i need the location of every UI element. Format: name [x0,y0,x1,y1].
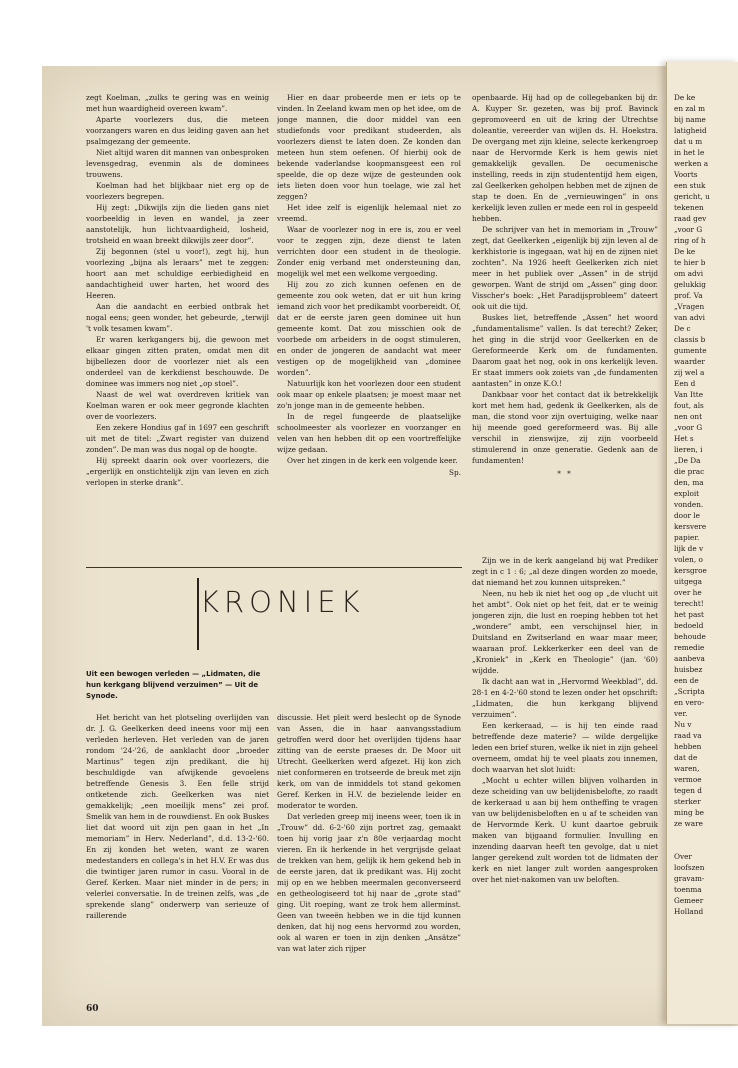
next-page-fragment: over he [674,588,702,597]
section-divider-line [86,567,462,568]
next-page-fragment: en zal m [674,104,706,113]
paragraph: zegt Koelman, „zulks te gering was en weinig met hun waardigheid overeen kwam”. [86,93,269,113]
paragraph: Een kerkeraad, — is hij ten einde raad betreffende deze materie? — wilde dergelijke leden een brief sturen, welke ik niet in zijn geheel overneem, omdat hij te veel plaats zou innemen, doch waarvan het slot luidt: [472,721,658,774]
paragraph: Er waren kerkgangers bij, die gewoon met elkaar gingen zitten praten, omdat men dit bijbellezen door de voorlezer niet als een onderdeel van de kerkdienst beschouwde. De dominee was immers nog niet „op stoel”. [86,335,269,388]
next-page-fragment: sterker [674,797,701,806]
next-page-fragment: lieren, i [674,445,703,454]
next-page-fragment: Het s [674,434,694,443]
article-column-3 [472,92,658,532]
next-page-fragment: ring of h [674,236,706,245]
next-page-fragment: door le [674,511,700,520]
next-page-fragment: kersvere [674,522,707,531]
next-page-fragment: een stuk [674,181,706,190]
paragraph: Zij begonnen (stel u voor!), zegt hij, hun voorlezing „bijna als leraars” met te zeggen: hoort aan met schuldige eerbiedigheid en aandachtigheid uwer harten, het woord des Heeren. [86,247,269,300]
next-page-fragment: vermoe [674,775,702,784]
next-page-fragment: raad gev [674,214,707,223]
next-page-fragment: ver. [674,709,688,718]
paragraph: Het bericht van het plotseling overlijden van dr. J. G. Geelkerken deed ineens voor mij een verleden herleven. Het verleden van de jaren rondom '24-'26, de aanklacht door „broeder Martinus” tegen zijn predikant, die hij beschuldigde van afwijkende gevoelens betreffende Genesis 3. Een felle strijd ontketende zich. Geelkerken was niet gemakkelijk; „een moeilijk mens” zei prof. Smelik van hem in de rouwdienst. En ook Buskes liet dat woord uit zijn pen gaan in het „In memoriam” in Herv. Nederland”, d.d. 13-2-'60. En zij konden het weten, want ze waren medestanders en collega's in het H.V. Er was dus die twintiger jaren rumor in casu. Vooral in de Geref. Kerken. Maar niet minder in de pers; in velerlei conversatie. In de treinen zelfs, was „de sprekende slang” onderwerp van serieuze of raillerende [86,713,269,920]
paragraph: Het idee zelf is eigenlijk helemaal niet zo vreemd. [277,203,461,223]
next-page-fragment: bedoeld [674,621,704,630]
kroniek-column-1 [86,712,269,972]
paragraph: De schrijver van het in memoriam in „Trouw” zegt, dat Geelkerken „eigenlijk bij zijn leven al de kerkhistorie is ingegaan, wat hij en de zijnen niet zochten”. Na 1926 heeft Geelkerken zich niet meer in het publiek over „Assen” in de strijd geworpen. Want de strijd om „Assen” ging door. Visscher's boek: „Het Paradijsprobleem” dateert ook uit die tijd. [472,225,658,311]
next-page-fragment: „voor G [674,225,703,234]
article-column-2 [277,92,461,556]
paragraph: Dankbaar voor het contact dat ik betrekkelijk kort met hem had, gedenk ik Geelkerken, als de man, die stond voor zijn overtuiging, welke naar hij meende goed gereformeerd was. Bij alle verschil in zienswijze, zij zijn voorbeeld stimulerend in onze generatie. Gedenk aan de fundamenten! [472,390,658,465]
paragraph: Buskes liet, betreffende „Assen” het woord „fundamentalisme” vallen. Is dat terecht? Zeker, het ging in die strijd voor Geelkerken en de Gereformeerde Kerk om de fundamenten. Daarom gaat het nog, ook in ons kerkelijk leven. Er staat immers ook zoiets van „de fundamenten aantasten” in onze K.O.! [472,313,658,388]
next-page-fragment: Voorts [674,170,698,179]
next-page-fragment: en vero- [674,698,705,707]
next-page-fragment: Van Itte [674,390,704,399]
next-page-fragment: Over [674,852,692,861]
article-column-1 [86,92,269,564]
next-page-fragment: vonden. [674,500,704,509]
next-page-fragment: Gemeer [674,896,704,905]
next-page-fragment: gravam- [674,874,705,883]
paragraph: Koelman had het blijkbaar niet erg op de voorlezers begrepen. [86,181,269,201]
next-page-fragment: het past [674,610,704,619]
next-page-fragment: een de [674,676,699,685]
next-page-fragment: „De Da [674,456,701,465]
paragraph: Natuurlijk kon het voorlezen door een student ook maar op enkele plaatsen; je moest maar net zo'n jonge man in de gemeente hebben. [277,379,461,410]
next-page-fragment: De c [674,324,691,333]
next-page-fragment: De ke [674,93,696,102]
next-page-fragment: den, ma [674,478,704,487]
next-page-fragment: „Vragen [674,302,705,311]
next-page-fragment: „voor G [674,423,703,432]
paragraph: Niet altijd waren dit mannen van onbesproken levensgedrag, evenmin als de dominees trouwens. [86,148,269,179]
paragraph: Hier en daar probeerde men er iets op te vinden. In Zeeland kwam men op het idee, om de jonge mannen, die door middel van een studiefonds voor predikant studeerden, als voorlezers dienst te laten doen. Ze konden dan meteen hun stem oefenen. Of hierbij ook de bekende vaderlandse koopmansgeest een rol speelde, die op deze wijze de gesteunden ook iets lieten doen voor hun toelage, wie zal het zeggen? [277,93,461,201]
page-number: 60 [86,1004,99,1014]
paragraph: Hij spreekt daarin ook over voorlezers, die „ergerlijk en onstichtelijk zijn van leven en zich verlopen in sterke drank”. [86,456,269,487]
next-page-fragment: dat de [674,753,698,762]
next-page-fragment: exploit [674,489,700,498]
next-page-fragment: dat u m [674,137,703,146]
kroniek-column-3 [472,555,658,975]
next-page-fragment: Holland [674,907,704,916]
next-page-fragment: hebben [674,742,702,751]
paragraph: Aan die aandacht en eerbied ontbrak het nogal eens; geen wonder, het gebeurde, „terwijl 't volk tesamen kwam”. [86,302,269,333]
author-signature: Sp. [449,468,461,477]
next-page-fragment: ze ware [674,819,703,828]
kroniek-subtitle: Uit een bewogen verleden — „Lidmaten, die hun kerkgang blijvend verzuimen” — Uit de Synode. [86,670,261,700]
next-page-fragment: ming be [674,808,704,817]
next-page-fragment: van advi [674,313,705,322]
next-page-fragment: aanbeva [674,654,705,663]
next-page-fragment: lijk de v [674,544,704,553]
next-page-fragment: papier. [674,533,700,542]
next-page-fragment: classis b [674,335,706,344]
paragraph: „Mocht u echter willen blijven volharden in deze scheiding van uw belijdenisbelofte, zo raadt de kerkeraad u aan bij hem ontheffing te vragen van uw belijdenisbeloften en u af te scheiden van de Hervormde Kerk. U kunt daartoe gebruik maken van bijgaand formulier. Invulling en inzending daarvan heeft ten gevolge, dat u niet langer gerekend zult worden tot de lidmaten der kerk en niet langer zult worden aangesproken over het niet-nakomen van uw beloften. [472,776,658,884]
next-page-fragment: waarder [674,357,705,366]
paragraph: Dat verleden greep mij ineens weer, toen ik in „Trouw” dd. 6-2-'60 zijn portret zag, gemaakt toen hij vorig jaar z'n 80e verjaardag mocht vieren. En ik herkende in het vergrijsde gelaat de trekken van hem, gelijk ik hem gekend heb in de eerste jaren, dat ik predikant was. Hij zocht mij op en we hebben meermalen geconverseerd en getheologiseerd tot hij naar de „grote stad” ging. Uit roeping, want ze trok hem allerminst. Geen van tweeën hebben we in die tijd kunnen denken, dat hij nog eens hervormd zou worden, ook al waren er toen in zijn denken „Ansätze” van wat later zich rijper [277,812,461,953]
kroniek-heading: KRONIEK [200,585,365,619]
next-page-fragment: werken a [674,159,709,168]
next-page-fragment: latigheid [674,126,707,135]
next-page-fragment: terecht! [674,599,704,608]
paragraph: Hij zegt: „Dikwijls zijn die lieden gans niet voorbeeldig in leven en wandel, ja zeer aanstotelijk, hun lichtvaardigheid, losheid, trotsheid en waan breekt dikwijls zeer door”. [86,203,269,245]
next-page-fragment: om advi [674,269,704,278]
next-page-fragment [674,840,738,851]
next-page-fragment: gelukkig [674,280,706,289]
next-page-fragment: uitgega [674,577,702,586]
section-separator: * * [557,469,573,478]
next-page-fragment: in het le [674,148,705,157]
next-page-fragment: nen ont [674,412,703,421]
paragraph: Hij zou zo zich kunnen oefenen en de gemeente zou ook weten, dat er uit hun kring iemand zich voor het predikambt voorbereidt. Of, dat er de eerste jaren geen dominee uit hun gemeente komt. Dat zou misschien ook de voorbede om arbeiders in de oogst stimuleren, en onder de jongeren de aandacht wat meer vestigen op de mogelijkheid van „dominee worden”. [277,280,461,377]
kroniek-title-ornament [197,578,199,650]
next-page-fragment [674,829,738,840]
paragraph: In de regel fungeerde de plaatselijke schoolmeester als voorlezer en voorzanger en velen van hen hebben dit op een voortreffelijke wijze gedaan. [277,412,461,454]
paragraph: Aparte voorlezers dus, die meteen voorzangers waren en dus leiding gaven aan het psalmgezang der gemeente. [86,115,269,146]
next-page-fragment: „Scripta [674,687,705,696]
paragraph: Over het zingen in de kerk een volgende keer. [287,456,458,465]
paragraph: Neen, nu heb ik niet het oog op „de vlucht uit het ambt”. Ook niet op het feit, dat er te weinig jongeren zijn, die lust en roeping hebben tot het „wondere” ambt, een verschijnsel hier, in Duitsland en Zwitserland en waar maar meer, waaraan prof. Lekkerkerker een deel van de „Kroniek” in „Kerk en Theologie” (jan. '60) wijdde. [472,589,658,675]
next-page-fragment: bij name [674,115,706,124]
next-page-text-fragments [674,92,738,972]
next-page-fragment: waren, [674,764,700,773]
next-page-fragment: volen, o [674,555,703,564]
next-page-fragment: fout, als [674,401,704,410]
paragraph: Waar de voorlezer nog in ere is, zou er veel voor te zeggen zijn, deze dienst te laten verrichten door een student in de theologie. Zonder enig verband met ondersteuning dan, mogelijk wel met een welkome vergoeding. [277,225,461,278]
next-page-fragment: tekenen [674,203,704,212]
next-page-fragment: De ke [674,247,696,256]
next-page-fragment: toenma [674,885,702,894]
next-page-fragment: tegen d [674,786,702,795]
next-page-fragment: te hier b [674,258,706,267]
next-page-fragment: Nu v [674,720,692,729]
next-page-fragment: Een d [674,379,696,388]
paragraph: discussie. Het pleit werd beslecht op de Synode van Assen, die in haar aanvangsstadium getroffen werd door het overlijden tijdens haar zitting van de eerste praeses dr. De Moor uit Utrecht. Geelkerken werd afgezet. Hij kon zich niet conformeren en trotseerde de breuk met zijn kerk, om van de inmiddels tot stand gekomen Geref. Kerken in H.V. de bezielende leider en moderator te worden. [277,713,461,810]
next-page-fragment: loofszen [674,863,705,872]
next-page-fragment: prof. Va [674,291,703,300]
next-page-fragment: kersgroe [674,566,707,575]
paragraph: Naast de wel wat overdreven kritiek van Koelman waren er ook meer gegronde klachten over de voorlezers. [86,390,269,421]
paragraph: Zijn we in de kerk aangeland bij wat Prediker zegt in c 1 : 6; „al deze dingen worden zo moede, dat niemand het zou kunnen uitspreken.” [472,556,658,587]
next-page-fragment: huisbez [674,665,703,674]
next-page-fragment: die prac [674,467,705,476]
next-page-fragment: raad va [674,731,702,740]
paragraph: Een zekere Hondius gaf in 1697 een geschrift uit met de titel: „Zwart register van duizend zonden”. De man was dus nogal op de hoogte. [86,423,269,454]
next-page-fragment: zij wel a [674,368,705,377]
paragraph: Ik dacht aan wat in „Hervormd Weekblad”, dd. 28-1 en 4-2-'60 stond te lezen onder het opschrift: „Lidmaten, die hun kerkgang blijvend verzuimen”. [472,677,658,719]
next-page-fragment: gericht, u [674,192,710,201]
next-page-fragment: behoude [674,632,706,641]
next-page-fragment: remedie [674,643,705,652]
kroniek-column-2 [277,712,461,980]
next-page-fragment: gumente [674,346,707,355]
paragraph: openbaarde. Hij had op de collegebanken bij dr. A. Kuyper Sr. gezeten, was bij prof. Bavinck gepromoveerd en uit de kring der Utrechtse doleantie, vereerder van wijlen ds. H. Hoekstra. De overgang met zijn kleine, selecte kerkengroep naar de Hervormde Kerk is hem gewis niet gemakkelijk gevallen. De oecumenische instelling, reeds in zijn studententijd hem eigen, zal Geelkerken geholpen hebben met de zijnen de stap te doen. En de „vernieuwingen” in ons kerkelijk leven zullen er mede een rol in gespeeld hebben. [472,93,658,223]
